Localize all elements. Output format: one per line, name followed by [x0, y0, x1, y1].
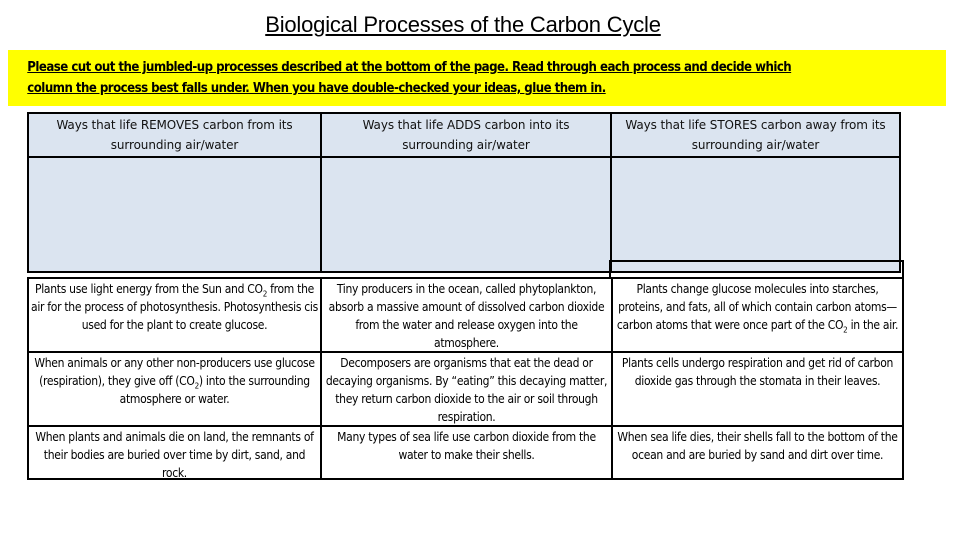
- process-card[interactable]: [613, 279, 902, 351]
- process-card-text: Many types of sea life use carbon dioxide from the water to make their shells.: [337, 430, 596, 462]
- instructions-line-2: column the process best falls under. When you have double-checked your ideas, glue them in.: [27, 81, 606, 96]
- column-divider: [320, 279, 322, 478]
- process-card[interactable]: [322, 279, 611, 351]
- process-card-text: Plants use light energy from the Sun and CO: [35, 282, 263, 296]
- process-card[interactable]: [29, 427, 320, 480]
- process-card-text: Plants cells undergo respiration and get rid of carbon dioxide gas through the stomata in their leaves.: [621, 356, 894, 388]
- process-card[interactable]: [29, 279, 320, 351]
- drop-zone-adds[interactable]: [322, 158, 610, 271]
- row-divider: [29, 351, 902, 353]
- instructions-banner: [8, 50, 946, 106]
- process-cards-table: [27, 277, 904, 480]
- sort-table: [27, 112, 901, 273]
- column-header-text: surrounding air/water: [110, 138, 239, 152]
- row-divider: [29, 425, 902, 427]
- subscript: 2: [194, 381, 199, 391]
- process-card-text: Plants change glucose molecules into starches, proteins, and fats, all of which contain carbon atoms—carbon atoms that were once part of the CO: [616, 282, 897, 332]
- column-header-text: surrounding air/water: [691, 138, 820, 152]
- column-header-adds: [322, 114, 610, 156]
- sort-table-header-row: [29, 114, 899, 158]
- process-card[interactable]: [613, 353, 902, 425]
- process-card-text: ) into the surrounding atmosphere or water.: [119, 374, 310, 406]
- process-card-text: Tiny producers in the ocean, called phytoplankton, absorb a massive amount of dissolved carbon dioxide from the water and release oxygen into the atmosphere.: [328, 282, 605, 350]
- process-card-text: from the air for the process of photosynthesis. Photosynthesis cis used for the plant to create glucose.: [31, 282, 318, 332]
- column-divider: [610, 114, 612, 271]
- page-title: Biological Processes of the Carbon Cycle: [265, 12, 661, 37]
- column-header-removes: [29, 114, 320, 156]
- column-header-text: Ways that life ADDS carbon into its: [362, 118, 570, 132]
- process-card-text: When plants and animals die on land, the remnants of their bodies are buried over time by dirt, sand, and rock.: [35, 430, 314, 480]
- process-card-text: in the air.: [847, 318, 899, 332]
- column-header-text: Ways that life STORES carbon away from its: [625, 118, 886, 132]
- card-column-outline: [609, 260, 904, 278]
- process-card[interactable]: [322, 353, 611, 425]
- drop-zone-removes[interactable]: [29, 158, 320, 271]
- process-card-text: Decomposers are organisms that eat the dead or decaying organisms. By “eating” this decaying matter, they return carbon dioxide to the air or soil through respiration.: [325, 356, 608, 424]
- instructions-line-1: Please cut out the jumbled-up processes described at the bottom of the page. Read through each process and decide which: [27, 60, 792, 75]
- column-divider: [320, 114, 322, 271]
- process-card[interactable]: [613, 427, 902, 480]
- process-card[interactable]: [322, 427, 611, 480]
- process-card[interactable]: [29, 353, 320, 425]
- column-header-text: surrounding air/water: [402, 138, 530, 152]
- process-card-text: When animals or any other non-producers use glucose (respiration), they give off (CO: [34, 356, 315, 388]
- column-header-stores: [612, 114, 899, 156]
- column-header-text: Ways that life REMOVES carbon from its: [56, 118, 293, 132]
- subscript: 2: [262, 289, 267, 299]
- process-card-text: When sea life dies, their shells fall to the bottom of the ocean and are buried by sand and dirt over time.: [617, 430, 898, 462]
- drop-zone-stores[interactable]: [612, 158, 899, 271]
- column-divider: [611, 279, 613, 478]
- subscript: 2: [843, 325, 848, 335]
